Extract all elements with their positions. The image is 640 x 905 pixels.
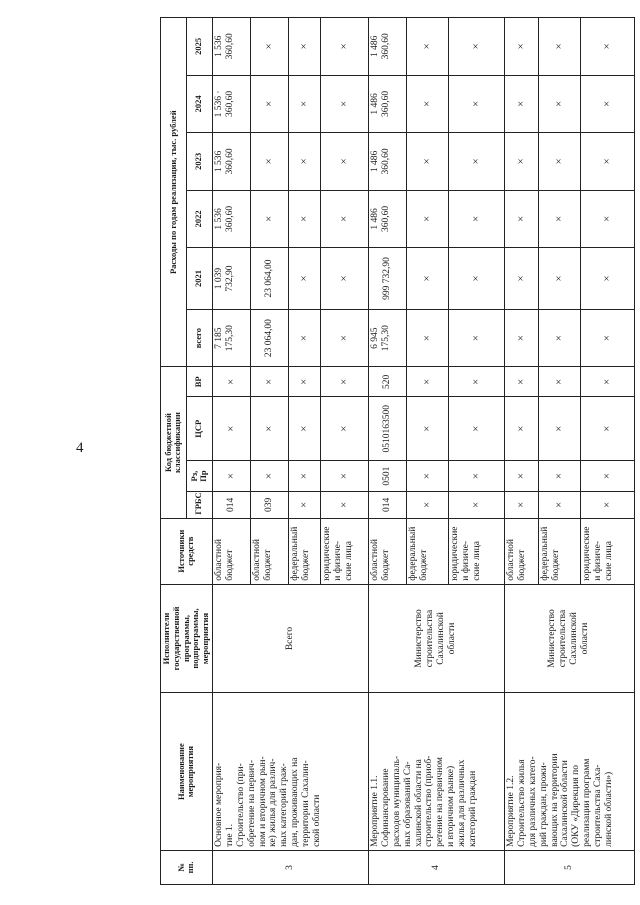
grbs-cell: × [406, 492, 448, 519]
y2022-cell: 1 486 360,60 [368, 190, 406, 248]
y2022-cell: × [250, 190, 288, 248]
y2021-cell: × [448, 248, 504, 310]
expenses-table [160, 17, 635, 885]
row-num: 3 [212, 850, 368, 884]
y2025-cell: × [288, 18, 320, 76]
page-number: 4 [76, 440, 84, 456]
row-num: 5 [504, 850, 634, 884]
row-name: Основное мероприя- тие 1. Строительство (при- обретение на первич- ном и вторичном рын- ке) жилья для различ- ных категорий граж- дан, проживающих на территории Сахалин- ской области [212, 693, 368, 851]
total-cell: × [406, 309, 448, 367]
y2025-cell: × [250, 18, 288, 76]
y2025-cell: 1 536 360,60 [212, 18, 250, 76]
y2021-cell: 23 064,00 [250, 248, 288, 310]
y2024-cell: 1 486 360,60 [368, 75, 406, 133]
y2024-cell: × [250, 75, 288, 133]
y2023-cell: × [580, 133, 634, 191]
rzpr-cell: 0501 [368, 461, 406, 492]
y2023-cell: × [448, 133, 504, 191]
rzpr-cell: × [406, 461, 448, 492]
source-cell: федеральный бюджет [538, 518, 580, 584]
y2022-cell: × [406, 190, 448, 248]
total-cell: 7 185 175,30 [212, 309, 250, 367]
y2025-cell: × [580, 18, 634, 76]
y2023-cell: × [538, 133, 580, 191]
vr-cell: × [320, 367, 368, 397]
header-name: Наименование мероприятия [161, 693, 213, 851]
y2023-cell: × [320, 133, 368, 191]
csr-cell: × [580, 397, 634, 461]
source-cell: федеральный бюджет [288, 518, 320, 584]
header-rzpr: Рз, Пр [186, 461, 212, 492]
rzpr-cell: × [580, 461, 634, 492]
source-cell: юридические и физиче- ские лица [580, 518, 634, 584]
y2022-cell: × [538, 190, 580, 248]
row-executor: Министерство строительства Сахалинской области [368, 584, 504, 693]
grbs-cell: 014 [212, 492, 250, 519]
header-csr: ЦСР [186, 397, 212, 461]
table-row [368, 18, 406, 885]
rotated-table-wrapper [160, 17, 615, 885]
y2024-cell: × [504, 75, 538, 133]
rzpr-cell: × [320, 461, 368, 492]
header-2023: 2023 [186, 133, 212, 191]
vr-cell: 520 [368, 367, 406, 397]
total-cell: × [504, 309, 538, 367]
y2021-cell: 1 039 732,90 [212, 248, 250, 310]
header-budget-code: Код бюджетной классификации [161, 367, 187, 518]
row-name: Мероприятие 1.1. Софинансирование расходов муниципаль- ных образований Са- халинской области на строительство (приоб- ретение на первичном и вторичном рынке) жилья для различных категорий граждан [368, 693, 504, 851]
source-cell: областной бюджет [250, 518, 288, 584]
total-cell: 23 064,00 [250, 309, 288, 367]
row-executor: Министерство строительства Сахалинской области [504, 584, 634, 693]
rzpr-cell: × [288, 461, 320, 492]
grbs-cell: × [504, 492, 538, 519]
total-cell: × [448, 309, 504, 367]
grbs-cell: 039 [250, 492, 288, 519]
row-num: 4 [368, 850, 504, 884]
total-cell: × [320, 309, 368, 367]
header-2025: 2025 [186, 18, 212, 76]
row-executor: Всего [212, 584, 368, 693]
rzpr-cell: × [212, 461, 250, 492]
y2023-cell: 1 486 360,60 [368, 133, 406, 191]
vr-cell: × [288, 367, 320, 397]
header-sources: Источники средств [161, 518, 213, 584]
y2025-cell: × [448, 18, 504, 76]
y2023-cell: × [504, 133, 538, 191]
y2021-cell: × [538, 248, 580, 310]
grbs-cell: 014 [368, 492, 406, 519]
header-expenses: Расходы по годам реализации, тыс. рублей [161, 18, 187, 367]
csr-cell: × [212, 397, 250, 461]
vr-cell: × [212, 367, 250, 397]
source-cell: областной бюджет [504, 518, 538, 584]
y2023-cell: × [288, 133, 320, 191]
grbs-cell: × [288, 492, 320, 519]
y2024-cell: × [448, 75, 504, 133]
table-body [212, 18, 634, 885]
total-cell: 6 945 175,30 [368, 309, 406, 367]
y2022-cell: × [288, 190, 320, 248]
csr-cell: 0510163500 [368, 397, 406, 461]
y2025-cell: 1 486 360,60 [368, 18, 406, 76]
source-cell: юридические и физиче- ские лица [448, 518, 504, 584]
y2022-cell: × [320, 190, 368, 248]
rzpr-cell: × [250, 461, 288, 492]
y2023-cell: × [250, 133, 288, 191]
csr-cell: × [320, 397, 368, 461]
csr-cell: × [538, 397, 580, 461]
y2024-cell: × [406, 75, 448, 133]
rzpr-cell: × [504, 461, 538, 492]
header-2021: 2021 [186, 248, 212, 310]
y2024-cell: × [288, 75, 320, 133]
vr-cell: × [250, 367, 288, 397]
total-cell: × [538, 309, 580, 367]
csr-cell: × [406, 397, 448, 461]
y2021-cell: 999 732,90 [368, 248, 406, 310]
header-num: № пп. [161, 850, 213, 884]
csr-cell: × [504, 397, 538, 461]
header-grbs: ГРБС [186, 492, 212, 519]
vr-cell: × [538, 367, 580, 397]
y2022-cell: × [448, 190, 504, 248]
header-total: всего [186, 309, 212, 367]
y2021-cell: × [406, 248, 448, 310]
y2021-cell: × [504, 248, 538, 310]
table-row [504, 18, 538, 885]
y2022-cell: × [580, 190, 634, 248]
grbs-cell: × [538, 492, 580, 519]
y2025-cell: × [320, 18, 368, 76]
source-cell: юридические и физиче- ские лица [320, 518, 368, 584]
y2021-cell: × [288, 248, 320, 310]
grbs-cell: × [580, 492, 634, 519]
y2024-cell: × [538, 75, 580, 133]
header-2024: 2024 [186, 75, 212, 133]
vr-cell: × [448, 367, 504, 397]
row-name: Мероприятие 1.2. Строительство жилья для различных катего- рий граждан, прожи- вающих на территории Сахалинской области (ОКУ «Дирекция по реализации программ строительства Саха- линской области») [504, 693, 634, 851]
grbs-cell: × [320, 492, 368, 519]
y2025-cell: × [406, 18, 448, 76]
source-cell: областной бюджет [212, 518, 250, 584]
csr-cell: × [288, 397, 320, 461]
y2024-cell: × [320, 75, 368, 133]
y2023-cell: × [406, 133, 448, 191]
source-cell: федеральный бюджет [406, 518, 448, 584]
total-cell: × [580, 309, 634, 367]
vr-cell: × [406, 367, 448, 397]
y2024-cell: 1 536 · 360,60 [212, 75, 250, 133]
source-cell: областной бюджет [368, 518, 406, 584]
grbs-cell: × [448, 492, 504, 519]
csr-cell: × [250, 397, 288, 461]
rzpr-cell: × [538, 461, 580, 492]
vr-cell: × [504, 367, 538, 397]
vr-cell: × [580, 367, 634, 397]
y2024-cell: × [580, 75, 634, 133]
y2025-cell: × [538, 18, 580, 76]
y2021-cell: × [580, 248, 634, 310]
table-row [212, 18, 250, 885]
y2021-cell: × [320, 248, 368, 310]
header-vr: ВР [186, 367, 212, 397]
y2025-cell: × [504, 18, 538, 76]
total-cell: × [288, 309, 320, 367]
y2022-cell: 1 536 360,60 [212, 190, 250, 248]
header-executors: Исполнители государственной программы, подпрограммы, мероприятия [161, 584, 213, 693]
csr-cell: × [448, 397, 504, 461]
y2023-cell: 1 536 360,60 [212, 133, 250, 191]
y2022-cell: × [504, 190, 538, 248]
rzpr-cell: × [448, 461, 504, 492]
header-2022: 2022 [186, 190, 212, 248]
